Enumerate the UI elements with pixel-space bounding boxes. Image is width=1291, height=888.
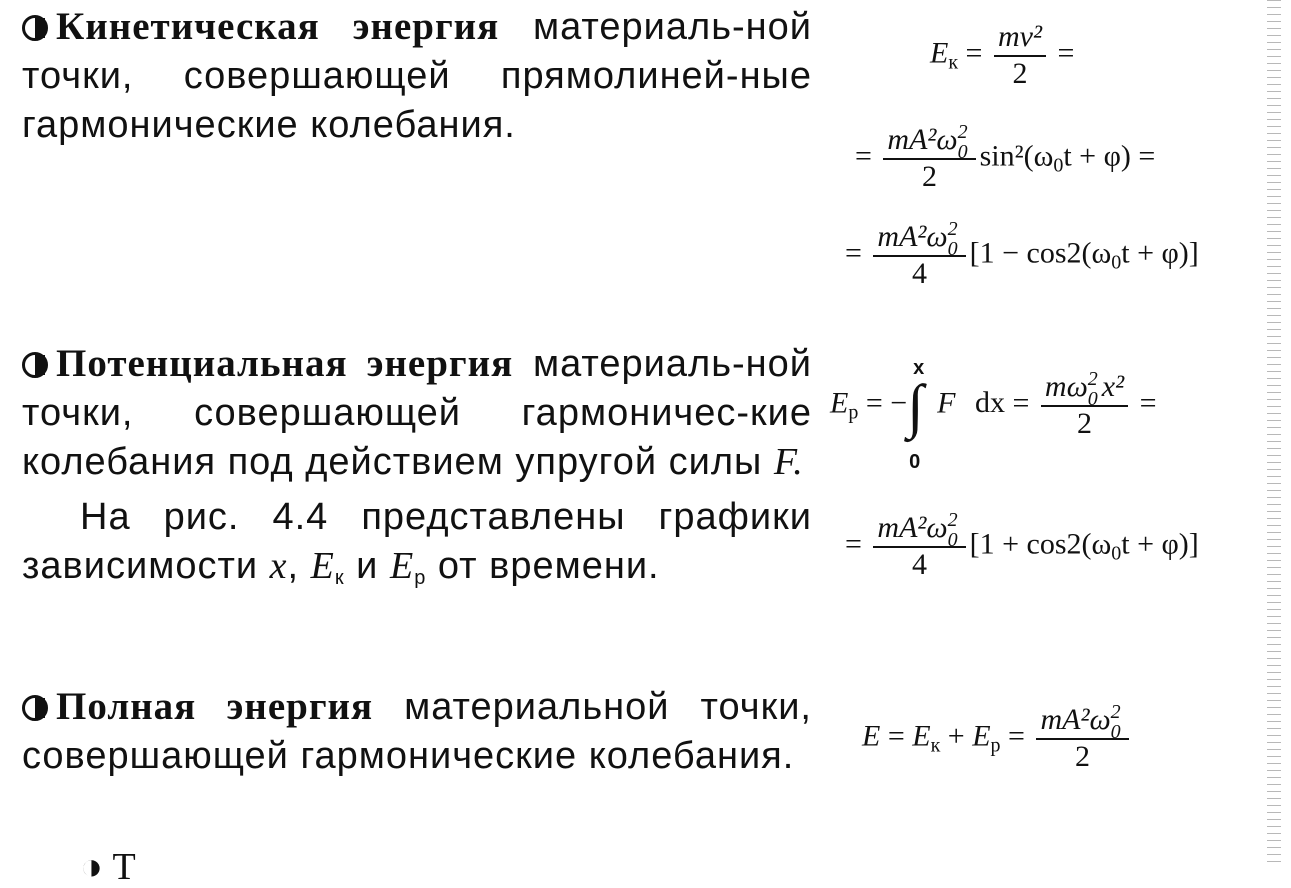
total-energy-formula: $E = E_к + E_p$ = mA²ω 2 0 2 [862,705,1133,772]
kinetic-formula-line-1: $E_к$ = $\frac{\text{mv²}}{2}$ = [930,20,1075,90]
section-total-text [22,682,812,781]
section-potential-text [22,339,812,591]
ek-symbol: E [310,545,335,587]
ep-symbol: E [389,545,415,587]
kinetic-energy-term: Кинетическая энергия [56,5,500,48]
kinetic-formula-line-2: = mA²ω 2 0 2 $\sin^2(\omega_0t + \varphi)$ = [855,121,1156,193]
figure-reference-paragraph: На рис. 4.4 представлены графики зависимости x, $E_к$ и $E_р$ от времени. [22,496,812,589]
kinetic-energy-description: материаль-ной точки, совершающей прямолиней-ные гармонические колебания. [22,6,812,146]
total-energy-description: материальной точки, совершающей гармонические колебания. [22,686,812,777]
potential-formula-line-1: $E_p$ = −∫ x 0 F dx = mω 2 0 x² 2 = [830,357,1157,474]
x-symbol: x [269,545,288,587]
potential-energy-term: Потенциальная энергия [56,342,514,385]
integral-sign: ∫ x 0 [907,357,925,474]
potential-energy-description: материаль-ной точки, совершающей гармоничес-кие колебания под действием упругой силы [22,343,812,483]
half-filled-circle-icon [22,695,48,721]
half-filled-circle-icon [22,15,48,41]
total-energy-term: Полная энергия [56,685,374,728]
half-filled-circle-icon [22,352,48,378]
cropped-next-line: ◑ Т [80,846,136,888]
kinetic-formula-line-3: = mA²ω 2 0 4 $[1 - \cos 2(\omega_0t + \varphi)]$ [845,218,1199,290]
scan-edge-noise [1267,0,1281,864]
potential-formula-line-2: = mA²ω 2 0 4 $[1 + \cos 2(\omega_0t + \varphi)]$ [845,509,1199,581]
force-symbol: F. [773,441,804,483]
section-kinetic-text [22,2,812,150]
